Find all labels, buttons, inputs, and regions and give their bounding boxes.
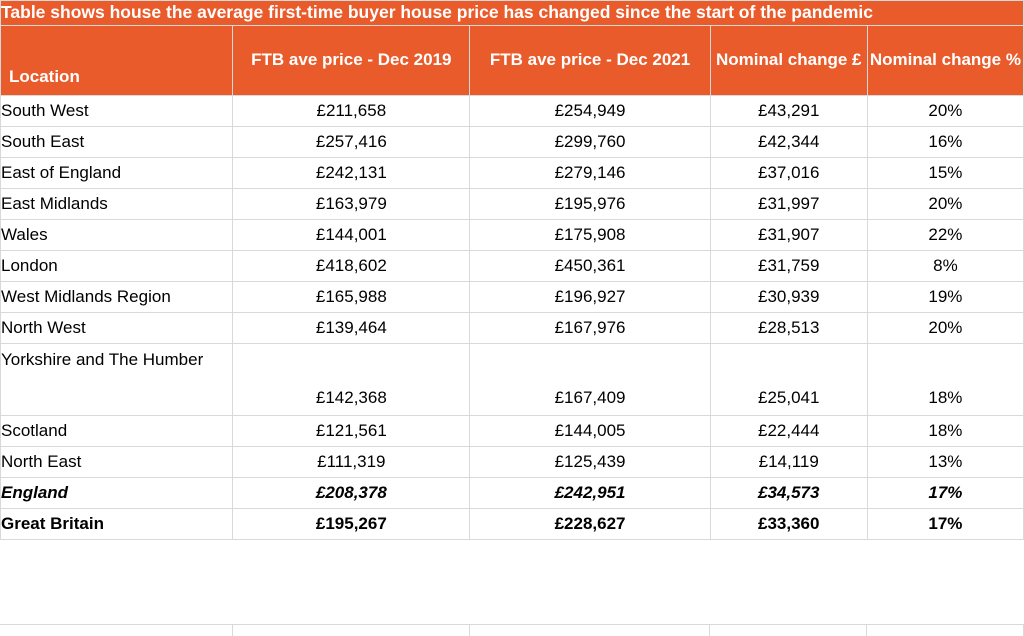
cell-location: East of England bbox=[1, 157, 233, 188]
cell-nominal-change: £31,759 bbox=[710, 250, 867, 281]
table-row bbox=[1, 250, 1024, 281]
cell-location: Great Britain bbox=[1, 508, 233, 539]
cell-location: West Midlands Region bbox=[1, 281, 233, 312]
table-row bbox=[1, 157, 1024, 188]
grid-divider bbox=[469, 625, 710, 636]
cell-price-2021: £228,627 bbox=[470, 508, 710, 539]
cell-nominal-change: £28,513 bbox=[710, 312, 867, 343]
table-row-england bbox=[1, 477, 1024, 508]
table-row bbox=[1, 188, 1024, 219]
column-header-nominal-change-pct: Nominal change % bbox=[867, 25, 1023, 95]
cell-price-2021: £450,361 bbox=[470, 250, 710, 281]
cell-price-2021: £254,949 bbox=[470, 95, 710, 126]
cell-price-2021: £144,005 bbox=[470, 415, 710, 446]
empty-row-strip bbox=[0, 624, 1024, 636]
cell-location: England bbox=[1, 477, 233, 508]
cell-pct-change: 8% bbox=[867, 250, 1023, 281]
cell-pct-change: 19% bbox=[867, 281, 1023, 312]
table-row bbox=[1, 312, 1024, 343]
cell-pct-change: 16% bbox=[867, 126, 1023, 157]
cell-price-2019: £144,001 bbox=[233, 219, 470, 250]
cell-price-2019: £418,602 bbox=[233, 250, 470, 281]
cell-price-2019: £208,378 bbox=[233, 477, 470, 508]
cell-location: South West bbox=[1, 95, 233, 126]
cell-location: South East bbox=[1, 126, 233, 157]
cell-nominal-change: £31,907 bbox=[710, 219, 867, 250]
cell-nominal-change: £14,119 bbox=[710, 446, 867, 477]
table-row bbox=[1, 219, 1024, 250]
cell-location: Scotland bbox=[1, 415, 233, 446]
cell-nominal-change: £22,444 bbox=[710, 415, 867, 446]
grid-divider bbox=[866, 625, 1024, 636]
cell-price-2019: £111,319 bbox=[233, 446, 470, 477]
cell-price-2019: £142,368 bbox=[233, 343, 470, 415]
cell-location: North East bbox=[1, 446, 233, 477]
cell-location: Wales bbox=[1, 219, 233, 250]
cell-nominal-change: £25,041 bbox=[710, 343, 867, 415]
table-row bbox=[1, 95, 1024, 126]
table-header-row bbox=[1, 25, 1024, 95]
column-header-location: Location bbox=[1, 25, 233, 95]
table-title: Table shows house the average first-time buyer house price has changed since the start of the pandemic bbox=[1, 1, 1024, 26]
table-row bbox=[1, 281, 1024, 312]
cell-price-2021: £167,976 bbox=[470, 312, 710, 343]
cell-price-2021: £167,409 bbox=[470, 343, 710, 415]
cell-price-2021: £242,951 bbox=[470, 477, 710, 508]
cell-location: London bbox=[1, 250, 233, 281]
table-row bbox=[1, 446, 1024, 477]
table-title-row bbox=[1, 1, 1024, 26]
cell-price-2019: £139,464 bbox=[233, 312, 470, 343]
table-row-great-britain bbox=[1, 508, 1024, 539]
cell-price-2021: £299,760 bbox=[470, 126, 710, 157]
cell-location: North West bbox=[1, 312, 233, 343]
cell-price-2019: £195,267 bbox=[233, 508, 470, 539]
cell-price-2019: £163,979 bbox=[233, 188, 470, 219]
cell-pct-change: 17% bbox=[867, 508, 1023, 539]
cell-nominal-change: £42,344 bbox=[710, 126, 867, 157]
column-header-ftb-price-2019: FTB ave price - Dec 2019 bbox=[233, 25, 470, 95]
cell-pct-change: 17% bbox=[867, 477, 1023, 508]
cell-pct-change: 20% bbox=[867, 188, 1023, 219]
cell-pct-change: 20% bbox=[867, 312, 1023, 343]
cell-location: East Midlands bbox=[1, 188, 233, 219]
column-header-nominal-change-gbp: Nominal change £ bbox=[710, 25, 867, 95]
cell-pct-change: 15% bbox=[867, 157, 1023, 188]
table-row bbox=[1, 343, 1024, 415]
cell-pct-change: 22% bbox=[867, 219, 1023, 250]
cell-price-2019: £165,988 bbox=[233, 281, 470, 312]
cell-price-2021: £195,976 bbox=[470, 188, 710, 219]
cell-nominal-change: £31,997 bbox=[710, 188, 867, 219]
cell-price-2021: £196,927 bbox=[470, 281, 710, 312]
cell-pct-change: 20% bbox=[867, 95, 1023, 126]
cell-price-2019: £242,131 bbox=[233, 157, 470, 188]
cell-price-2021: £125,439 bbox=[470, 446, 710, 477]
grid-divider bbox=[0, 625, 233, 636]
cell-pct-change: 18% bbox=[867, 343, 1023, 415]
cell-location: Yorkshire and The Humber bbox=[1, 343, 233, 415]
cell-price-2019: £211,658 bbox=[233, 95, 470, 126]
column-header-ftb-price-2021: FTB ave price - Dec 2021 bbox=[470, 25, 710, 95]
grid-divider bbox=[232, 625, 470, 636]
table-row bbox=[1, 415, 1024, 446]
cell-price-2021: £175,908 bbox=[470, 219, 710, 250]
grid-divider bbox=[709, 625, 867, 636]
table-row bbox=[1, 126, 1024, 157]
cell-price-2021: £279,146 bbox=[470, 157, 710, 188]
cell-nominal-change: £34,573 bbox=[710, 477, 867, 508]
cell-price-2019: £257,416 bbox=[233, 126, 470, 157]
cell-nominal-change: £33,360 bbox=[710, 508, 867, 539]
cell-nominal-change: £30,939 bbox=[710, 281, 867, 312]
cell-price-2019: £121,561 bbox=[233, 415, 470, 446]
cell-pct-change: 13% bbox=[867, 446, 1023, 477]
cell-nominal-change: £37,016 bbox=[710, 157, 867, 188]
cell-nominal-change: £43,291 bbox=[710, 95, 867, 126]
cell-pct-change: 18% bbox=[867, 415, 1023, 446]
